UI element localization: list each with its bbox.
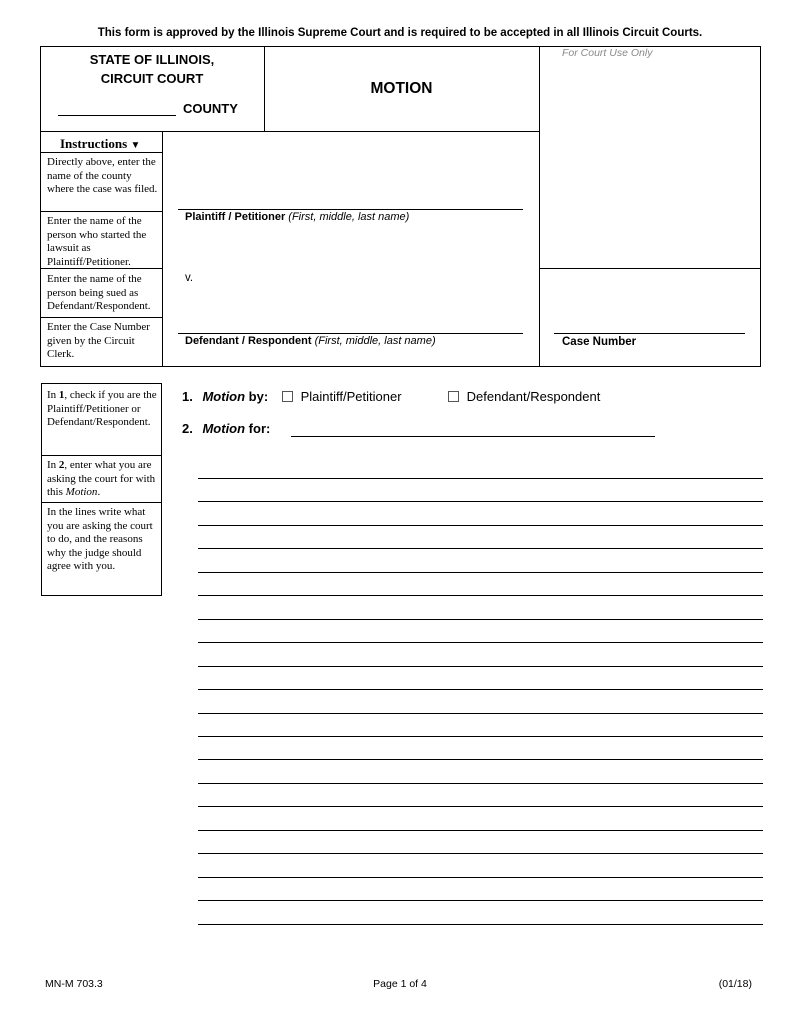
motion-for-input[interactable]	[291, 420, 655, 437]
motion-by-row	[182, 389, 268, 404]
writing-line[interactable]	[198, 813, 763, 831]
item2-suffix: for:	[245, 421, 271, 436]
court-use-bottom	[539, 268, 761, 269]
instruction-item2-pre: In	[47, 459, 59, 471]
instruction-case-number: Enter the Case Number given by the Circuit Clerk.	[47, 321, 150, 360]
writing-line[interactable]	[198, 836, 763, 854]
instruction-item1-text: , check if you are the Plaintiff/Petitioner or Defendant/Respondent.	[47, 389, 157, 428]
item1-number: 1.	[182, 389, 193, 404]
writing-line[interactable]	[198, 672, 763, 690]
revision-date: (01/18)	[718, 978, 752, 990]
writing-line[interactable]	[198, 883, 763, 901]
instruction-item2	[47, 459, 159, 500]
writing-line[interactable]	[198, 602, 763, 620]
writing-line[interactable]	[198, 742, 763, 760]
plaintiff-hint: (First, middle, last name)	[288, 211, 410, 223]
instructions-divider-4	[40, 317, 162, 318]
county-label: COUNTY	[183, 101, 238, 116]
instructions-divider-1	[40, 152, 162, 153]
instruction-item2-emphasis: Motion	[65, 486, 98, 498]
writing-line[interactable]	[198, 578, 763, 596]
case-number-label: Case Number	[562, 336, 637, 348]
state-label: STATE OF ILLINOIS,	[89, 52, 215, 67]
writing-line[interactable]	[198, 719, 763, 737]
approval-notice: This form is approved by the Illinois Supreme Court and is required to be accepted in all Illinois Circuit Courts.	[97, 27, 703, 39]
instructions-divider-3	[40, 268, 162, 269]
writing-line[interactable]	[198, 461, 763, 479]
writing-line[interactable]	[198, 555, 763, 573]
writing-line[interactable]	[198, 649, 763, 667]
writing-line[interactable]	[198, 860, 763, 878]
instruction-item1-pre: In	[47, 389, 59, 401]
caption-header-divider	[40, 131, 539, 132]
item2-label: Motion	[202, 421, 246, 436]
page-number: Page 1 of 4	[373, 978, 427, 990]
instruction-plaintiff: Enter the name of the person who started the lawsuit as Plaintiff/Petitioner.	[47, 215, 147, 268]
option-plaintiff[interactable]	[282, 389, 402, 404]
plaintiff-name-input[interactable]	[178, 193, 523, 210]
instructions-divider-2	[40, 211, 162, 212]
defendant-name-input[interactable]	[178, 317, 523, 334]
defendant-checkbox[interactable]	[448, 391, 459, 402]
motion-for-row	[182, 421, 270, 436]
instruction-item2-end: .	[97, 486, 101, 498]
circuit-court-label: CIRCUIT COURT	[100, 71, 204, 86]
writing-line[interactable]	[198, 696, 763, 714]
writing-line[interactable]	[198, 907, 763, 925]
writing-line[interactable]	[198, 484, 763, 502]
versus-label: v.	[185, 272, 194, 284]
instruction-county: Directly above, enter the name of the county where the case was filed.	[47, 156, 158, 195]
option-plaintiff-label: Plaintiff/Petitioner	[300, 389, 402, 404]
court-use-divider	[539, 46, 540, 367]
item1-suffix: by:	[245, 389, 269, 404]
writing-line[interactable]	[198, 789, 763, 807]
option-defendant-label: Defendant/Respondent	[466, 389, 601, 404]
option-defendant[interactable]	[448, 389, 600, 404]
defendant-hint: (First, middle, last name)	[314, 335, 436, 347]
defendant-label-text: Defendant / Respondent	[185, 335, 312, 347]
plaintiff-label-text: Plaintiff / Petitioner	[185, 211, 286, 223]
plaintiff-checkbox[interactable]	[282, 391, 293, 402]
instruction-item1	[47, 389, 159, 430]
instruction-defendant: Enter the name of the person being sued as Defendant/Respondent.	[47, 273, 151, 312]
motion-instructions-divider-2	[41, 502, 162, 503]
plaintiff-label	[185, 211, 409, 223]
instructions-divider	[162, 131, 163, 367]
instruction-item2-num: 2	[58, 459, 65, 471]
motion-instructions-divider-1	[41, 455, 162, 456]
writing-line[interactable]	[198, 625, 763, 643]
caret-down-icon: ▼	[130, 140, 141, 151]
defendant-label	[185, 335, 436, 347]
item2-number: 2.	[182, 421, 193, 436]
form-title: MOTION	[370, 80, 433, 97]
instruction-item1-num: 1	[58, 389, 65, 401]
county-input[interactable]	[58, 99, 176, 116]
instructions-heading-text: Instructions	[60, 136, 128, 151]
instruction-lines: In the lines write what you are asking the court to do, and the reasons why the judge should agree with you.	[47, 506, 153, 572]
court-use-label: For Court Use Only	[562, 47, 653, 59]
item1-label: Motion	[202, 389, 246, 404]
writing-line[interactable]	[198, 508, 763, 526]
writing-line[interactable]	[198, 531, 763, 549]
instruction-item2-text: , enter what you are asking the court for with this	[47, 459, 156, 498]
form-id: MN-M 703.3	[45, 978, 103, 990]
writing-line[interactable]	[198, 766, 763, 784]
instructions-heading	[60, 136, 140, 152]
case-number-input[interactable]	[554, 317, 745, 334]
